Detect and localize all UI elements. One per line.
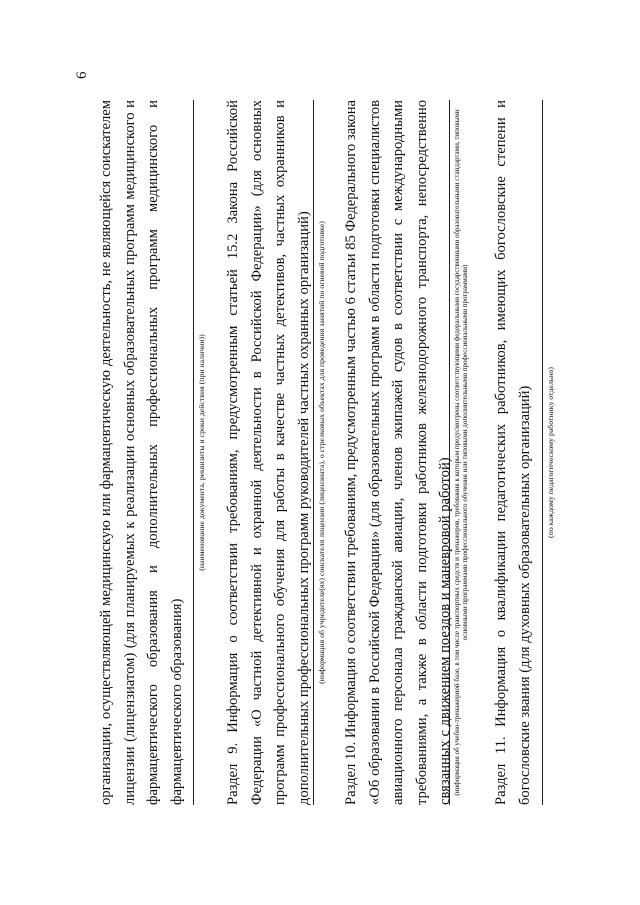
caption-3: (информация об учебно-тренажерной базе, в том числе транспортных средств и тренажеров, требования к которым предусмотрены соответствующими федеральными государственными образовательными стандартами, типовыми основными программами профессионального обучения или типовыми дополнительными профессиональными программами): [453, 109, 470, 796]
caption-4: (по каждому педагогическому работнику отдельно): [546, 367, 555, 538]
section-9-paragraph: Раздел 9. Информация о соответствии требованиям, предусмотренным статьей 15.2 Закона Российской Федерации «О частной детективной и охранной деятельности в Российской Федерации» (для основных программ профессионального обучения для работы в качестве частных детективов, частных охранников и дополнительных профессиональных программ руководителей частных охранных организаций): [225, 100, 312, 805]
fill-line-1: [193, 100, 194, 805]
intro-paragraph: организации, осуществляющей медицинскую или фармацевтическую деятельность, не являющейся соискателем лицензии (лицензиатом) (для планируемых к реализации основных образовательных программ медицинского и фармацевтического образования и дополнительных профессиональных программ медицинского и фармацевтического образования): [98, 100, 185, 805]
fill-line-4: [542, 100, 543, 805]
section-11-paragraph: Раздел 11. Информация о квалификации педагогических работников, имеющих богословские степени и богословские звания (для духовных образовательных организаций): [493, 100, 533, 805]
caption-1: (наименование документа, реквизиты и сроки действия (при наличии)): [197, 334, 206, 571]
page-number: 6: [74, 71, 90, 79]
caption-2: (информация об учредителе(ях) соискателя лицензии (лицензиата), о стрелковых объектах для проведения занятий по огневой подготовке): [317, 221, 326, 684]
fill-line-2: [313, 100, 314, 805]
section-10-paragraph: Раздел 10. Информация о соответствии требованиям, предусмотренным частью 6 статьи 85 Федерального закона «Об образовании в Российской Федерации» (для образовательных программ в области подготовки специалистов авиационного персонала гражданской авиации, членов экипажей судов в соответствии с международными требованиями, а также в области подготовки работников железнодорожного транспорта, непосредственно связанных с движением поездов и маневровой работой): [343, 100, 453, 805]
fill-line-3: [449, 100, 450, 805]
